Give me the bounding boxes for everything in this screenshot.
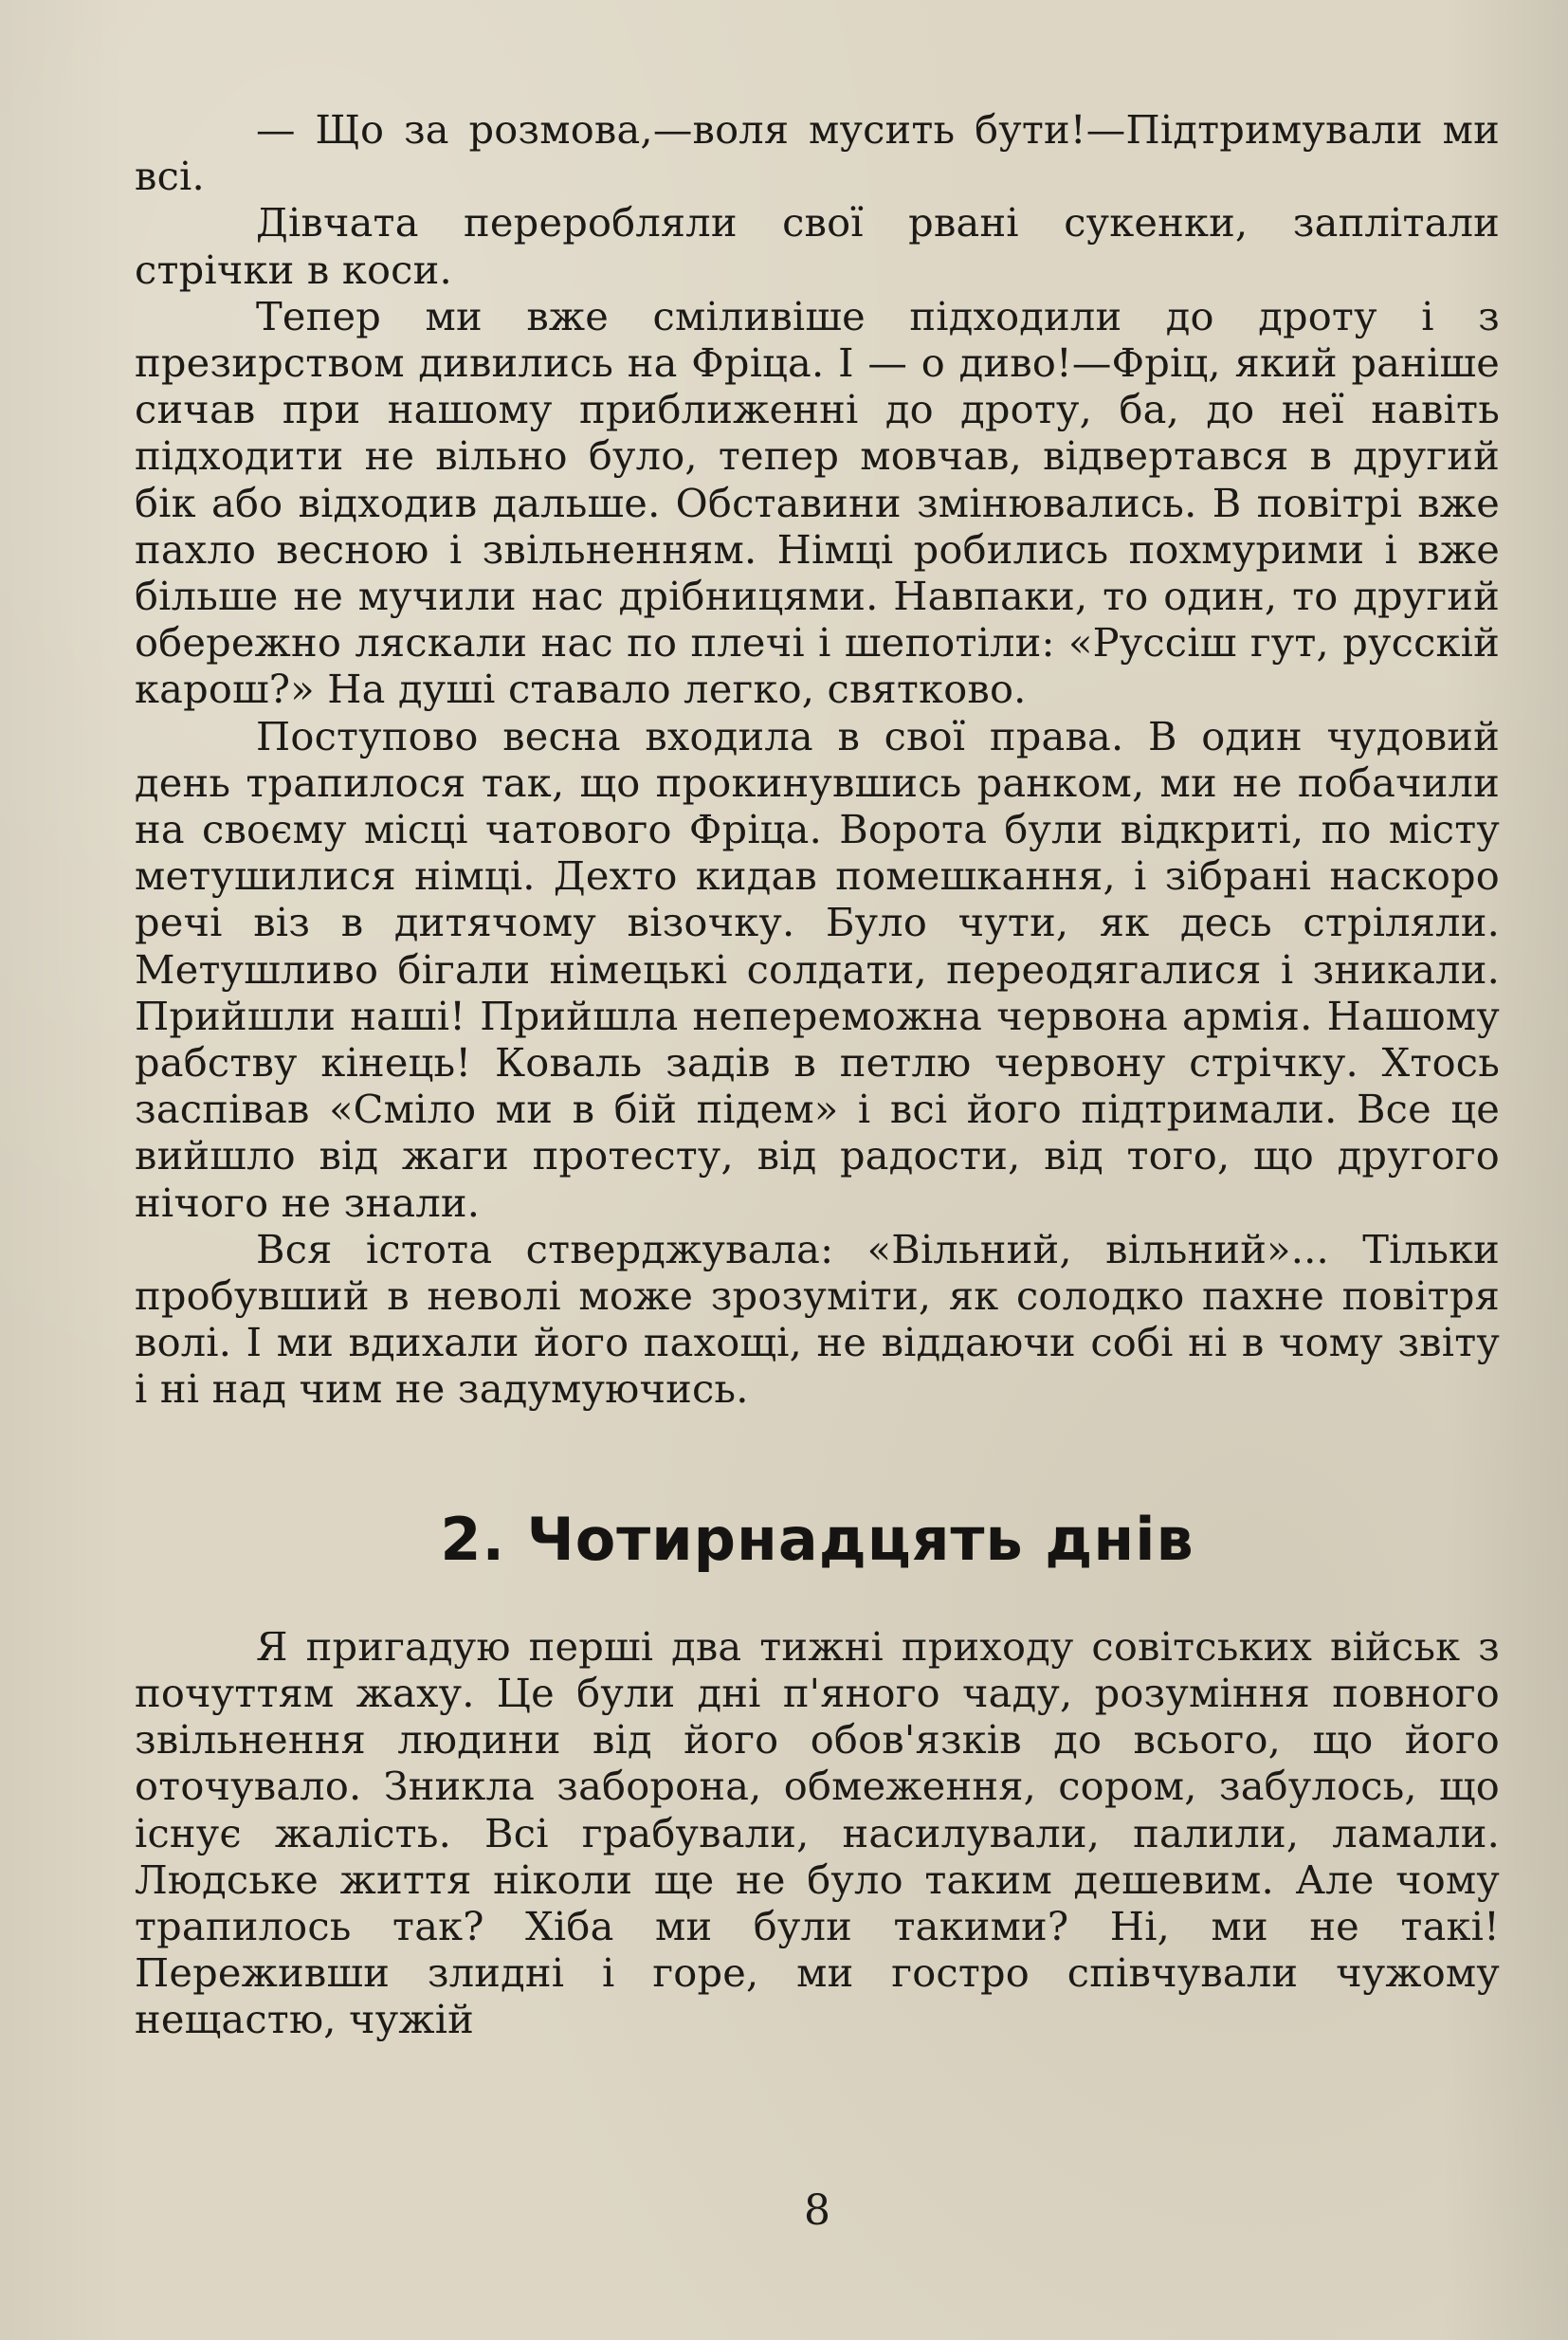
paragraph-6: Я пригадую перші два тижні приходу совітських військ з почуттям жаху. Це були дні п'яного чаду, розуміння повного звільнення людини від його обов'язків до всього, що його оточувало. Зникла заборона, обмеження, сором, забулось, що існує жалість. Всі грабували, насилували, палили, ламали. Людське життя ніколи ще не було таким дешевим. Але чому трапилось так? Хіба ми були такими? Ні, ми не такі! Переживши злидні і горе, ми гостро співчували чужому нещастю, чужій [135, 1622, 1500, 2043]
paragraph-1: — Що за розмова,—воля мусить бути!—Підтримували ми всі. [135, 106, 1500, 200]
paragraph-2: Дівчата переробляли свої рвані сукенки, заплітали стрічки в коси. [135, 199, 1500, 293]
paragraph-4: Поступово весна входила в свої права. В один чудовий день трапилося так, що прокинувшись ранком, ми не побачили на своєму місці чатового Фріца. Ворота були відкриті, по місту метушилися німці. Дехто кидав помешкання, і зібрані наскоро речі віз в дитячому візочку. Було чути, як десь стріляли. Метушливо бігали німецькі солдати, переодягалися і зникали. Прийшли наші! Прийшла непереможна червона армія. Нашому рабству кінець! Коваль задів в петлю червону стрічку. Хтось заспівав «Сміло ми в бій підем» і всі його підтримали. Все це вийшло від жаги протесту, від радости, від того, що другого нічого не знали. [135, 712, 1500, 1226]
book-page [135, 106, 1500, 2296]
paragraph-5: Вся істота стверджувала: «Вільний, вільний»... Тільки пробувший в неволі може зрозуміти, як солодко пахне повітря волі. І ми вдихали його пахощі, не віддаючи собі ні в чому звіту і ні над чим не задумуючись. [135, 1225, 1500, 1413]
page-number: 8 [804, 2186, 830, 2235]
paragraph-3: Тепер ми вже сміливіше підходили до дроту і з презирством дивились на Фріца. І — о диво!—Фріц, який раніше сичав при нашому приближенні до дроту, ба, до неї навіть підходити не вільно було, тепер мовчав, відвертався в другий бік або відходив дальше. Обставини змінювались. В повітрі вже пахло весною і звільненням. Німці робились похмурими і вже більше не мучили нас дрібницями. Навпаки, то один, то другий обережно ляскали нас по плечі і шепотіли: «Руссіш гут, русскій карош?» На душі ставало легко, святково. [135, 292, 1500, 713]
chapter-heading: 2. Чотирнадцять днів [440, 1504, 1194, 1574]
